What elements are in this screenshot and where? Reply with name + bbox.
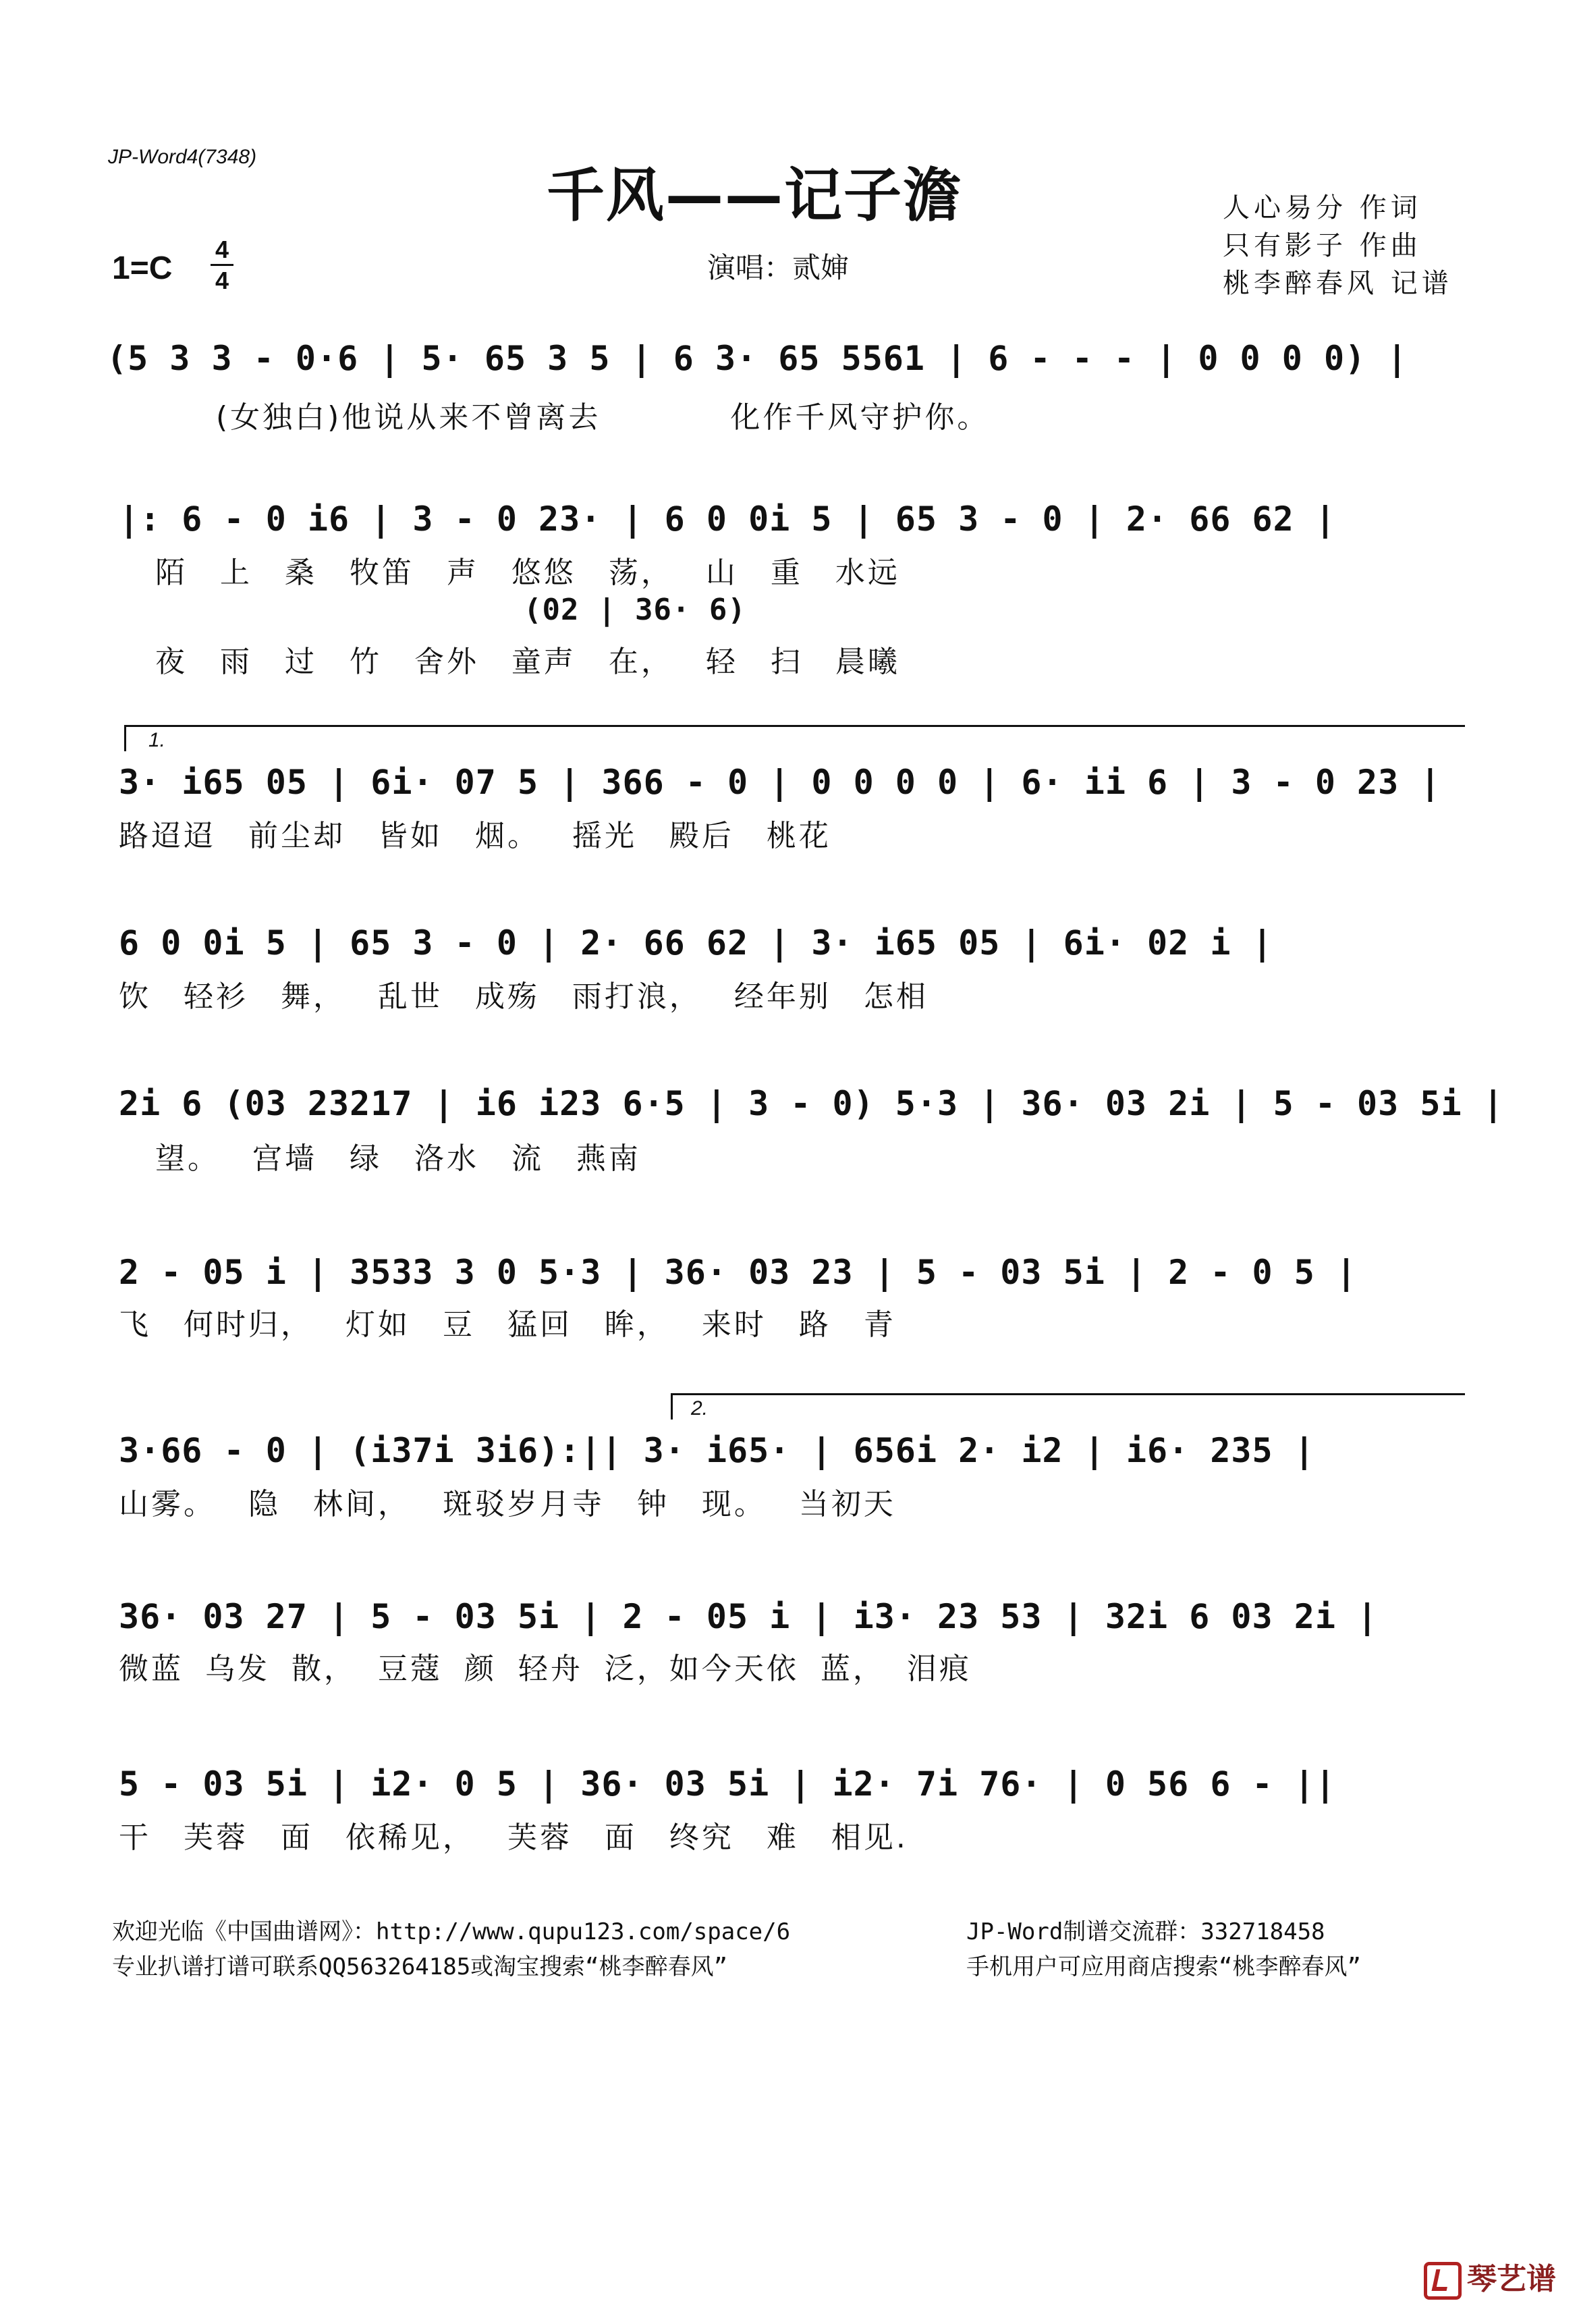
score-line-2-sub-notes: (02 | 36· 6)	[524, 593, 746, 627]
score-line-4-notes: 6 0 0i 5 | 65 3 - 0 | 2· 66 62 | 3· i65 05 | 6i· 02 i |	[119, 923, 1273, 963]
time-fraction-line	[211, 264, 233, 266]
score-line-2-lyrics-2: 夜 雨 过 竹 舍外 童声 在， 轻 扫 晨曦	[155, 645, 900, 679]
composer-credit: 只有影子 作曲	[1223, 230, 1422, 261]
footer-right	[966, 1914, 1361, 1984]
footer-site-line: 欢迎光临《中国曲谱网》：http://www.qupu123.com/space/6	[112, 1918, 791, 1945]
score-line-4-lyrics: 饮 轻衫 舞， 乱世 成殇 雨打浪， 经年别 怎相	[119, 979, 929, 1014]
volta-2-number: 2.	[691, 1397, 709, 1420]
score-line-3-notes: 3· i65 05 | 6i· 07 5 | 366 - 0 | 0 0 0 0 | 6· ii 6 | 3 - 0 23 |	[119, 763, 1441, 802]
volta-1-bracket	[124, 725, 1465, 751]
score-line-8-notes: 36· 03 27 | 5 - 03 5i | 2 - 05 i | i3· 23 53 | 32i 6 03 2i |	[119, 1597, 1379, 1636]
score-line-1-notes: (5 3 3 - 0·6 | 5· 65 3 5 | 6 3· 65 5561 | 6 - - - | 0 0 0 0) |	[107, 339, 1408, 378]
footer-app-line: 手机用户可应用商店搜索“桃李醉春风”	[966, 1953, 1361, 1980]
brand-name: 琴艺谱	[1467, 2262, 1556, 2296]
score-line-6-lyrics: 飞 何时归， 灯如 豆 猛回 眸， 来时 路 青	[119, 1307, 896, 1342]
song-title: 千风——记子澹	[547, 162, 962, 229]
score-line-2-lyrics-1: 陌 上 桑 牧笛 声 悠悠 荡， 山 重 水远	[155, 556, 900, 590]
time-denominator: 4	[215, 267, 229, 294]
footer-left	[112, 1914, 790, 1984]
score-line-5-lyrics: 望。 宫墙 绿 洛水 流 燕南	[155, 1141, 641, 1176]
score-line-2-notes: |: 6 - 0 i6 | 3 - 0 23· | 6 0 0i 5 | 65 3 - 0 | 2· 66 62 |	[119, 499, 1336, 539]
singer: 演唱：贰婶	[707, 251, 850, 284]
key-signature: 1=C	[112, 250, 173, 286]
score-line-6-notes: 2 - 05 i | 3533 3 0 5·3 | 36· 03 23 | 5 - 03 5i | 2 - 0 5 |	[119, 1253, 1358, 1292]
software-tag: JP-Word4(7348)	[108, 146, 257, 168]
lyricist-credit: 人心易分 作词	[1223, 192, 1422, 223]
score-line-9-lyrics: 干 芙蓉 面 依稀见， 芙蓉 面 终究 难 相见.	[119, 1820, 908, 1855]
score-line-1-lyrics: (女独白)他说从来不曾离去 化作千风守护你。	[216, 400, 990, 435]
credits	[1223, 189, 1453, 302]
transcriber-credit: 桃李醉春风 记谱	[1223, 268, 1453, 299]
footer-group-line: JP-Word制谱交流群：332718458	[966, 1918, 1325, 1945]
brand-logo	[1424, 2254, 1556, 2300]
footer-contact-line: 专业扒谱打谱可联系QQ563264185或淘宝搜索“桃李醉春风”	[112, 1953, 728, 1980]
score-line-3-lyrics: 路迢迢 前尘却 皆如 烟。 摇光 殿后 桃花	[119, 819, 831, 853]
volta-1-number: 1.	[148, 729, 166, 751]
time-numerator: 4	[215, 236, 229, 263]
volta-2-bracket	[671, 1393, 1465, 1420]
score-line-8-lyrics: 微蓝 乌发 散， 豆蔻 颜 轻舟 泛，如今天依 蓝， 泪痕	[119, 1652, 972, 1686]
brand-mark-icon	[1424, 2262, 1462, 2300]
score-line-7-notes: 3·66 - 0 | (i37i 3i6):|| 3· i65· | 656i 2· i2 | i6· 235 |	[119, 1431, 1315, 1470]
score-line-5-notes: 2i 6 (03 23217 | i6 i23 6·5 | 3 - 0) 5·3 | 36· 03 2i | 5 - 03 5i |	[119, 1084, 1504, 1123]
score-line-7-lyrics: 山雾。 隐 林间， 斑驳岁月寺 钟 现。 当初天	[119, 1487, 896, 1521]
score-line-9-notes: 5 - 03 5i | i2· 0 5 | 36· 03 5i | i2· 7i 76· | 0 56 6 - ||	[119, 1764, 1336, 1804]
